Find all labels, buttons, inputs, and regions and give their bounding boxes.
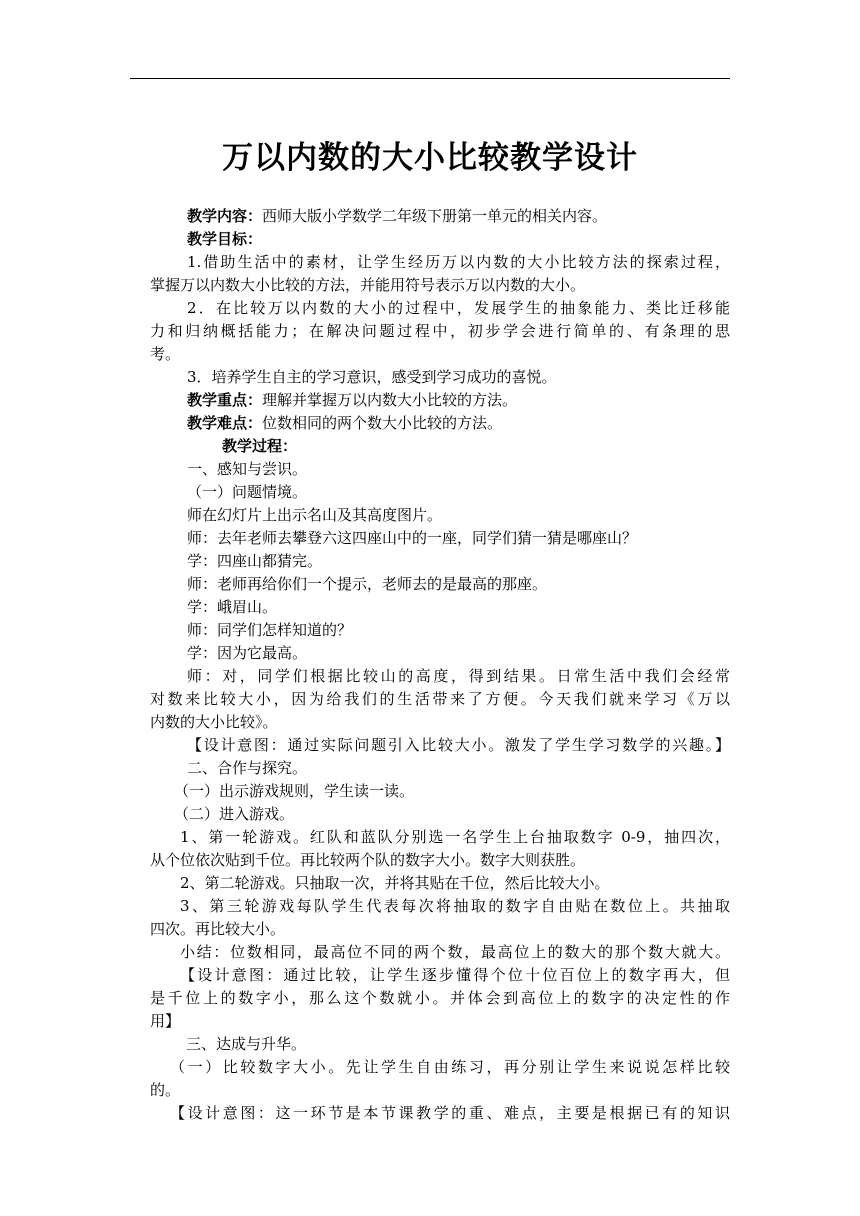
section-2-sub-1: （一）出示游戏规则，学生读一读。 [174,782,415,800]
process-line-7: 学：因为它最高。 [187,644,308,662]
section-2-heading: 二、合作与探究。 [187,759,308,777]
section-1-sub-1: （一）问题情境。 [187,483,308,501]
section-3-sub-1-line-1: （一）比较数字大小。先让学生自由练习，再分别让学生来说说怎样比较 [170,1058,730,1076]
summary-line: 小结：位数相同，最高位不同的两个数，最高位上的数大的那个数大就大。 [180,943,730,961]
round-2-line: 2、第二轮游戏。只抽取一次，并将其贴在千位，然后比较大小。 [180,874,610,892]
design-intent-2-line-1: 【设计意图：通过比较，让学生逐步懂得个位十位百位上的数字再大，但 [180,966,730,984]
goal-3-line: 3．培养学生自主的学习意识，感受到学习成功的喜悦。 [187,368,557,386]
process-line-8c: 内数的大小比较》。 [150,713,278,731]
round-1-line-2: 从个位依次贴到千位。再比较两个队的数字大小。数字大则获胜。 [150,851,586,869]
teaching-content-line [150,205,730,228]
teaching-content-label: 教学内容： [187,207,263,225]
round-1-line-1: 1、第一轮游戏。红队和蓝队分别选一名学生上台抽取数字 0-9，抽四次， [180,828,730,846]
process-line-8a: 师：对，同学们根据比较山的高度，得到结果。日常生活中我们会经常 [187,667,730,685]
design-intent-2-line-2: 是千位上的数字小，那么这个数就小。并体会到高位上的数字的决定性的作 [150,989,730,1007]
section-1-heading: 一、感知与尝识。 [187,460,308,478]
process-line-5: 学：峨眉山。 [187,598,278,616]
design-intent-1: 【设计意图：通过实际问题引入比较大小。激发了学生学习数学的兴趣。】 [187,736,730,754]
difficulty-label: 教学难点： [187,414,263,432]
process-line-3: 学：四座山都猜完。 [187,552,323,570]
goal-1-line-1: 1.借助生活中的素材，让学生经历万以内数的大小比较方法的探索过程， [187,253,730,271]
round-3-line-2: 四次。再比较大小。 [150,920,286,938]
process-label: 教学过程： [222,437,298,455]
design-intent-3: 【设计意图：这一环节是本节课教学的重、难点，主要是根据已有的知识 [170,1104,730,1122]
goal-2-line-3: 考。 [150,345,181,363]
page-title: 万以内数的大小比较教学设计 [222,140,638,176]
key-point-line [150,389,730,412]
process-line-4: 师：老师再给你们一个提示，老师去的是最高的那座。 [187,575,548,593]
key-point-text: 理解并掌握万以内数大小比较的方法。 [262,391,518,409]
key-point-label: 教学重点： [187,391,263,409]
teaching-goals-label: 教学目标： [187,230,263,248]
difficulty-text: 位数相同的两个数大小比较的方法。 [262,414,503,432]
difficulty-line [150,412,730,435]
section-3-sub-1-line-2: 的。 [150,1081,181,1099]
goal-1-line-2: 掌握万以内数大小比较的方法，并能用符号表示万以内数的大小。 [150,276,586,294]
header-rule [130,78,730,79]
process-line-6: 师：同学们怎样知道的？ [187,621,353,639]
goal-2-line-1: 2．在比较万以内数的大小的过程中，发展学生的抽象能力、类比迁移能 [187,299,730,317]
goal-2-line-2: 力和归纳概括能力；在解决问题过程中，初步学会进行简单的、有条理的思 [150,322,730,340]
document-body [150,205,730,1125]
section-2-sub-2: （二）进入游戏。 [174,805,295,823]
process-line-2: 师：去年老师去攀登六这四座山中的一座，同学们猜一猜是哪座山？ [187,529,638,547]
process-line-1: 师在幻灯片上出示名山及其高度图片。 [187,506,443,524]
teaching-content-text: 西师大版小学数学二年级下册第一单元的相关内容。 [262,207,608,225]
section-3-heading: 三、达成与升华。 [186,1035,307,1053]
design-intent-2-line-3: 用】 [150,1012,181,1030]
round-3-line-1: 3、第三轮游戏每队学生代表每次将抽取的数字自由贴在数位上。共抽取 [180,897,730,915]
process-line-8b: 对数来比较大小，因为给我们的生活带来了方便。今天我们就来学习《万以 [150,690,730,708]
